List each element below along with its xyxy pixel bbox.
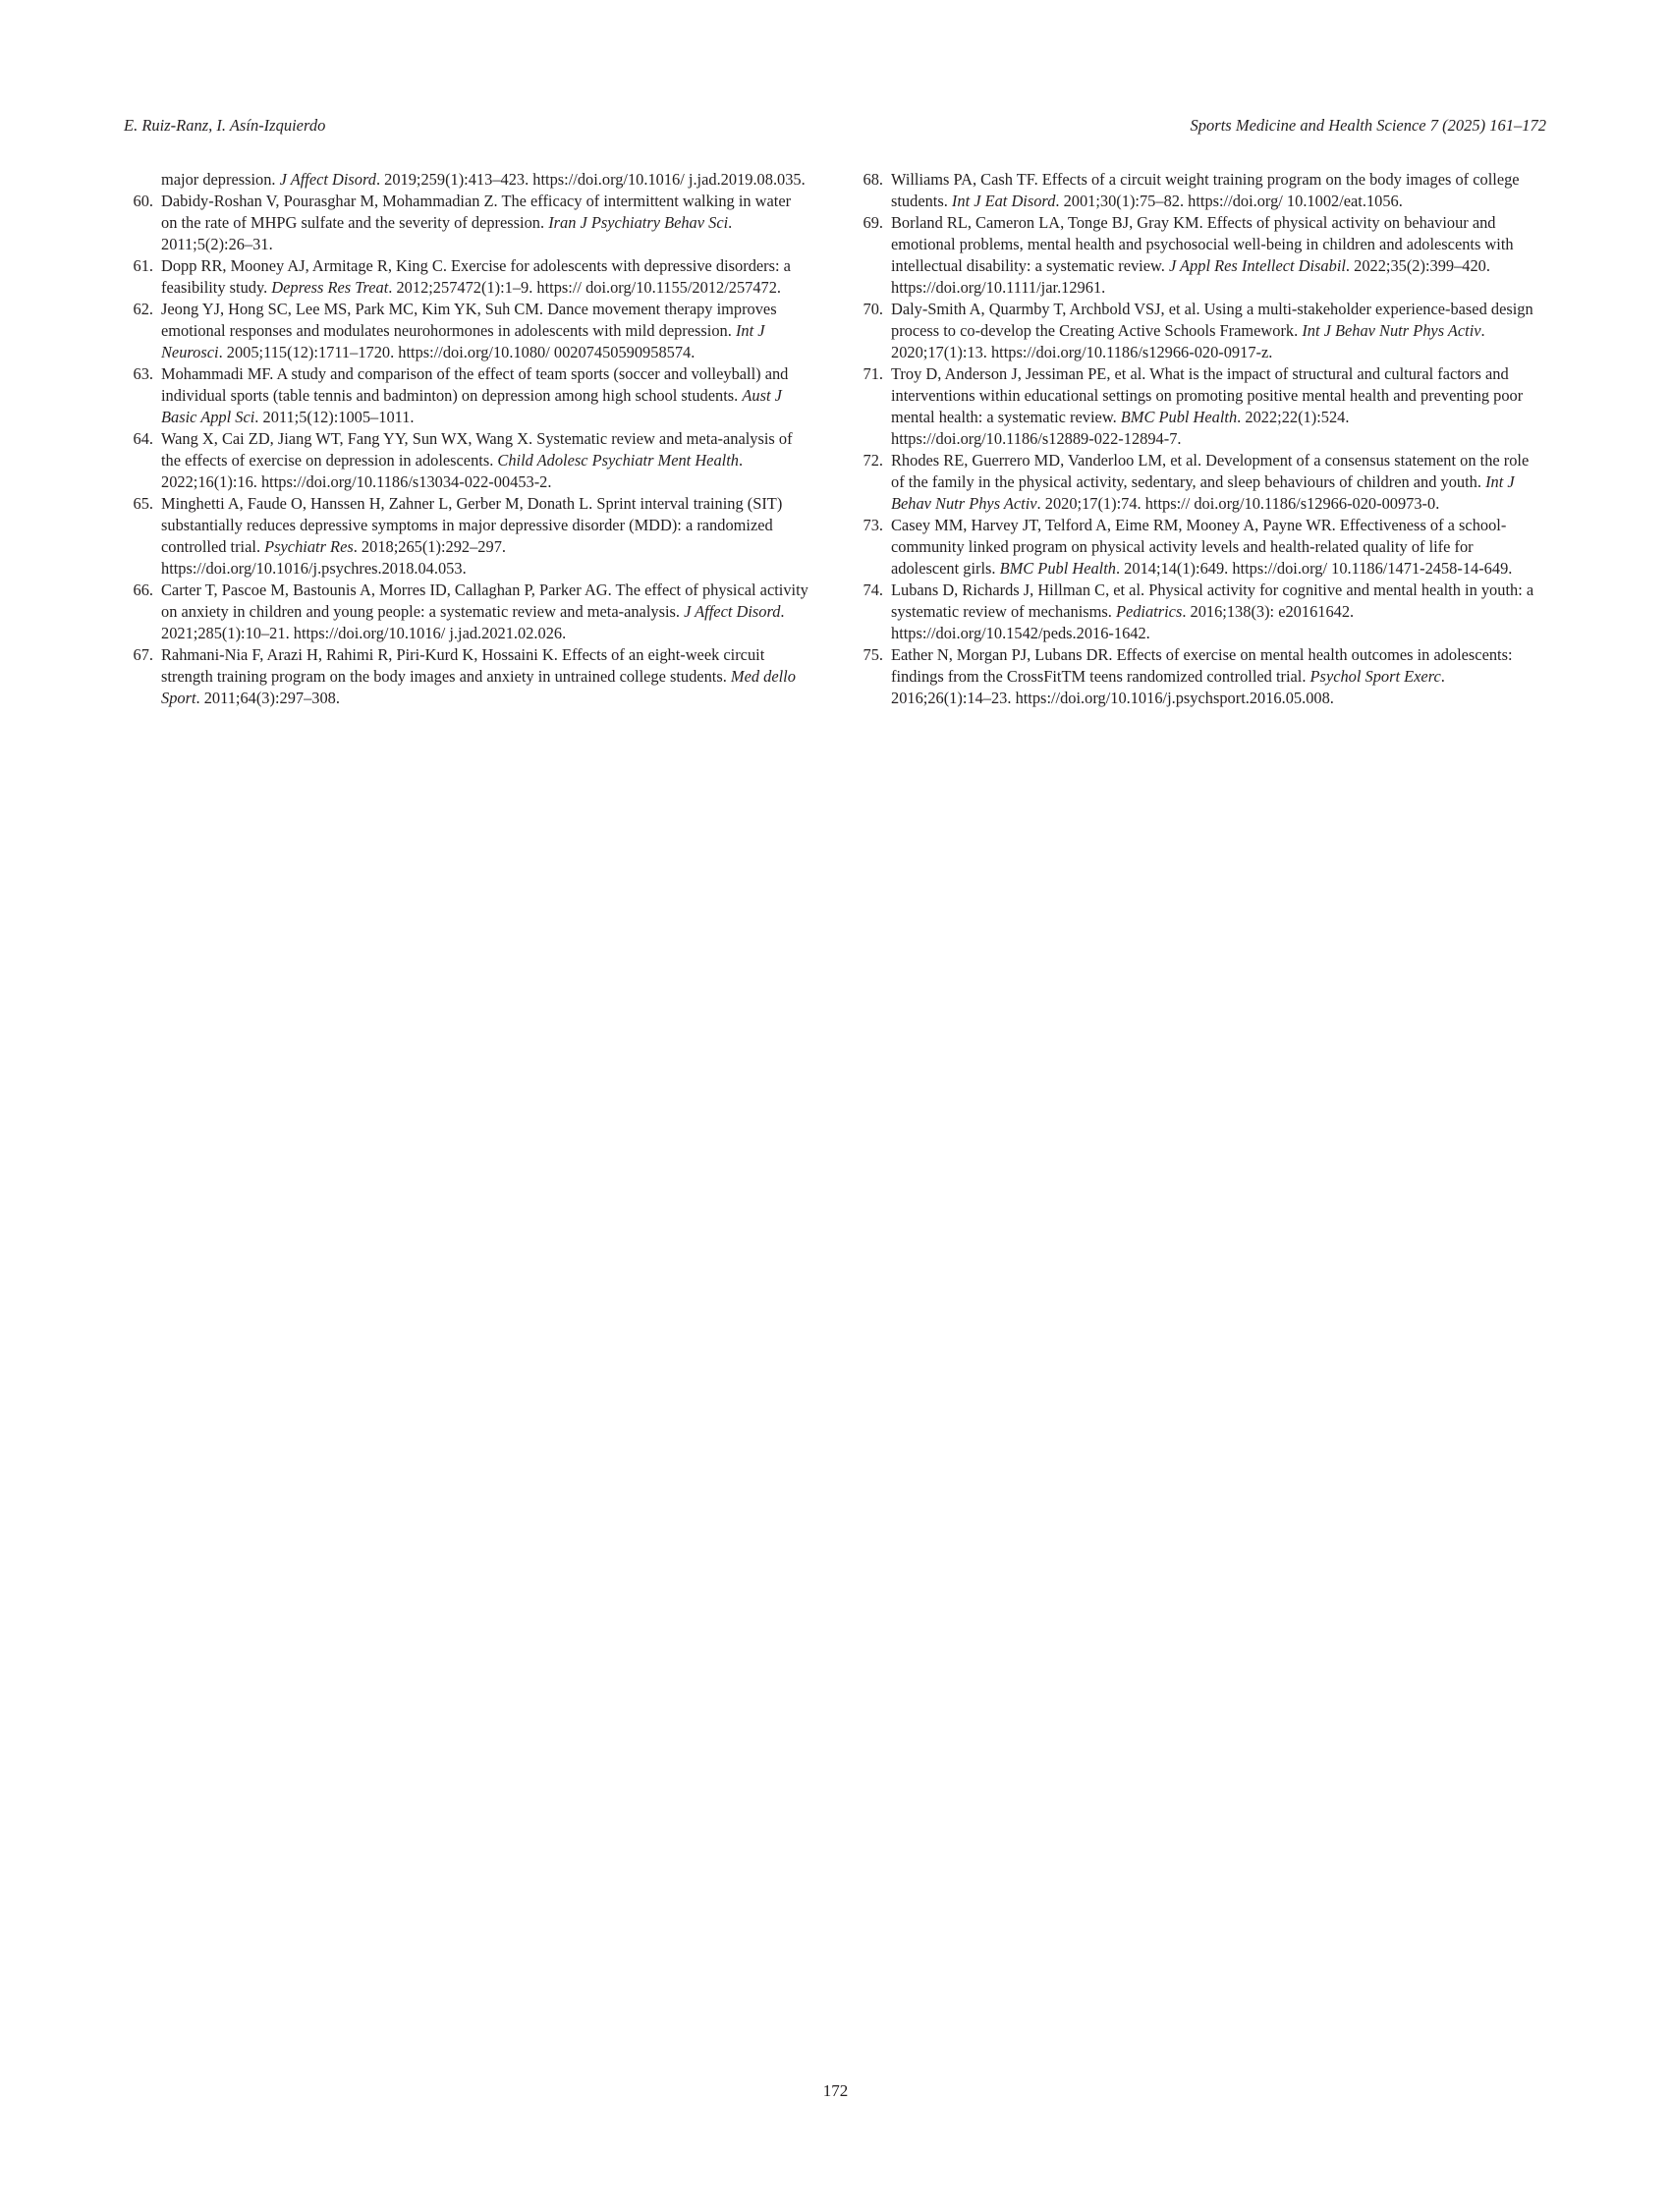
reference-citation: Minghetti A, Faude O, Hanssen H, Zahner L, Gerber M, Donath L. Sprint interval training (SIT) substantially reduces depressive symptoms in major depressive disorder (MDD): a randomized controlled trial. [161, 494, 783, 556]
reference-number: 67. [133, 645, 153, 664]
reference-item [124, 255, 809, 299]
reference-number: 72. [863, 451, 883, 470]
reference-text [891, 515, 1539, 580]
reference-text [891, 450, 1539, 515]
reference-text [161, 580, 809, 644]
reference-number: 71. [863, 364, 883, 383]
reference-text [891, 169, 1539, 212]
reference-number: 68. [863, 170, 883, 189]
reference-journal: J Affect Disord [684, 602, 781, 621]
reference-details: . 2018;265(1):292–297. https://doi.org/10.1016/j.psychres.2018.04.053. [161, 537, 506, 578]
reference-citation: Wang X, Cai ZD, Jiang WT, Fang YY, Sun WX, Wang X. Systematic review and meta-analysis of the effects of exercise on depression in adolescents. [161, 429, 793, 470]
reference-journal: Child Adolesc Psychiatr Ment Health [497, 451, 739, 470]
reference-citation: Rahmani-Nia F, Arazi H, Rahimi R, Piri-Kurd K, Hossaini K. Effects of an eight-week circuit strength training program on the body images and anxiety in untrained college students. [161, 645, 765, 686]
reference-journal: J Affect Disord [279, 170, 376, 189]
reference-details: . 2016;138(3): e20161642. https://doi.org/10.1542/peds.2016-1642. [891, 602, 1355, 642]
reference-details: . 2001;30(1):75–82. https://doi.org/ 10.1002/eat.1056. [1055, 192, 1403, 210]
reference-text [891, 212, 1539, 299]
reference-text [161, 493, 809, 580]
reference-journal: Psychiatr Res [264, 537, 354, 556]
reference-number: 63. [133, 364, 153, 383]
reference-details: . 2020;17(1):74. https:// doi.org/10.1186/s12966-020-00973-0. [1036, 494, 1440, 513]
reference-number: 69. [863, 213, 883, 232]
reference-citation: Jeong YJ, Hong SC, Lee MS, Park MC, Kim YK, Suh CM. Dance movement therapy improves emotional responses and modulates neurohormones in adolescents with mild depression. [161, 300, 777, 340]
reference-item [124, 363, 809, 428]
page-number: 172 [822, 2081, 849, 2100]
reference-number: 60. [133, 192, 153, 210]
references-left-column [124, 169, 809, 709]
reference-text [161, 428, 809, 493]
reference-text [161, 363, 809, 428]
reference-citation: Dopp RR, Mooney AJ, Armitage R, King C. Exercise for adolescents with depressive disorders: a feasibility study. [161, 256, 791, 297]
references-right-column [854, 169, 1539, 709]
reference-citation: Williams PA, Cash TF. Effects of a circuit weight training program on the body images of college students. [891, 170, 1520, 210]
reference-citation: Dabidy-Roshan V, Pourasghar M, Mohammadian Z. The efficacy of intermittent walking in water on the rate of MHPG sulfate and the severity of depression. [161, 192, 792, 232]
reference-details: . 2005;115(12):1711–1720. https://doi.org/10.1080/ 00207450590958574. [218, 343, 696, 361]
reference-journal: Med dello Sport [161, 667, 796, 707]
reference-item [854, 169, 1539, 212]
reference-details: . 2012;257472(1):1–9. https:// doi.org/10.1155/2012/257472. [388, 278, 782, 297]
reference-citation: Borland RL, Cameron LA, Tonge BJ, Gray KM. Effects of physical activity on behaviour and emotional problems, mental health and psychosocial well-being in children and adolescents with intellectual disability: a systematic review. [891, 213, 1514, 275]
running-head-journal: Sports Medicine and Health Science 7 (2025) 161–172 [1190, 116, 1546, 135]
reference-item [854, 580, 1539, 644]
reference-text [161, 191, 809, 255]
reference-journal: Aust J Basic Appl Sci [161, 386, 782, 426]
reference-citation: Troy D, Anderson J, Jessiman PE, et al. What is the impact of structural and cultural factors and interventions within educational settings on promoting positive mental health and preventing poor mental health: a systematic review. [891, 364, 1524, 426]
reference-citation: Mohammadi MF. A study and comparison of the effect of team sports (soccer and volleyball) and individual sports (table tennis and badminton) on depression among high school students. [161, 364, 789, 405]
reference-journal: Iran J Psychiatry Behav Sci [548, 213, 729, 232]
reference-citation: Lubans D, Richards J, Hillman C, et al. Physical activity for cognitive and mental health in youth: a systematic review of mechanisms. [891, 581, 1534, 621]
reference-text [161, 255, 809, 299]
reference-details: . 2022;16(1):16. https://doi.org/10.1186/s13034-022-00453-2. [161, 451, 744, 491]
reference-journal: Int J Behav Nutr Phys Activ [891, 472, 1515, 513]
reference-citation: Daly-Smith A, Quarmby T, Archbold VSJ, et al. Using a multi-stakeholder experience-based design process to co-develop the Creating Active Schools Framework. [891, 300, 1533, 340]
reference-number: 66. [133, 581, 153, 599]
reference-details: . 2014;14(1):649. https://doi.org/ 10.1186/1471-2458-14-649. [1115, 559, 1513, 578]
reference-number: 64. [133, 429, 153, 448]
reference-details: . 2019;259(1):413–423. https://doi.org/10.1016/ j.jad.2019.08.035. [375, 170, 806, 189]
reference-item [124, 169, 809, 191]
reference-details: . 2011;5(2):26–31. [161, 213, 733, 253]
reference-citation: Casey MM, Harvey JT, Telford A, Eime RM, Mooney A, Payne WR. Effectiveness of a school-community linked program on physical activity levels and health-related quality of life for adolescent girls. [891, 516, 1507, 578]
reference-number: 62. [133, 300, 153, 318]
reference-journal: Psychol Sport Exerc [1309, 667, 1441, 686]
reference-number: 73. [863, 516, 883, 534]
reference-item [854, 299, 1539, 363]
reference-text [891, 644, 1539, 709]
reference-item [124, 428, 809, 493]
reference-details: . 2011;5(12):1005–1011. [254, 408, 415, 426]
reference-text [891, 363, 1539, 450]
reference-number: 61. [133, 256, 153, 275]
reference-journal: Int J Behav Nutr Phys Activ [1302, 321, 1481, 340]
reference-item [854, 212, 1539, 299]
reference-details: . 2022;35(2):399–420. https://doi.org/10.1111/jar.12961. [891, 256, 1490, 297]
reference-number: 74. [863, 581, 883, 599]
reference-item [854, 515, 1539, 580]
reference-journal: Pediatrics [1115, 602, 1183, 621]
reference-item [854, 450, 1539, 515]
reference-number: 70. [863, 300, 883, 318]
running-head-authors: E. Ruiz-Ranz, I. Asín-Izquierdo [124, 116, 326, 135]
reference-item [854, 363, 1539, 450]
reference-text [161, 299, 809, 363]
reference-details: . 2022;22(1):524. https://doi.org/10.1186/s12889-022-12894-7. [891, 408, 1350, 448]
reference-journal: Depress Res Treat [271, 278, 389, 297]
reference-item [124, 493, 809, 580]
reference-citation: Eather N, Morgan PJ, Lubans DR. Effects of exercise on mental health outcomes in adolescents: findings from the CrossFitTM teens randomized controlled trial. [891, 645, 1513, 686]
reference-item [124, 644, 809, 709]
reference-details: . 2011;64(3):297–308. [195, 689, 340, 707]
reference-item [854, 644, 1539, 709]
reference-citation: Rhodes RE, Guerrero MD, Vanderloo LM, et al. Development of a consensus statement on the role of the family in the physical activity, sedentary, and sleep behaviours of children and youth. [891, 451, 1530, 491]
reference-journal: BMC Publ Health [999, 559, 1116, 578]
reference-text [891, 299, 1539, 363]
reference-journal: Int J Eat Disord [951, 192, 1056, 210]
reference-details: . 2016;26(1):14–23. https://doi.org/10.1016/j.psychsport.2016.05.008. [891, 667, 1445, 707]
reference-text [161, 169, 809, 191]
reference-number: 75. [863, 645, 883, 664]
reference-journal: BMC Publ Health [1120, 408, 1238, 426]
reference-journal: Int J Neurosci [161, 321, 765, 361]
reference-journal: J Appl Res Intellect Disabil [1168, 256, 1346, 275]
reference-number: 65. [133, 494, 153, 513]
reference-text [891, 580, 1539, 644]
reference-details: . 2021;285(1):10–21. https://doi.org/10.1016/ j.jad.2021.02.026. [161, 602, 785, 642]
reference-text [161, 644, 809, 709]
reference-details: . 2020;17(1):13. https://doi.org/10.1186/s12966-020-0917-z. [891, 321, 1485, 361]
reference-item [124, 191, 809, 255]
reference-citation: major depression. [161, 170, 280, 189]
reference-item [124, 299, 809, 363]
reference-item [124, 580, 809, 644]
reference-citation: Carter T, Pascoe M, Bastounis A, Morres ID, Callaghan P, Parker AG. The effect of physical activity on anxiety in children and young people: a systematic review and meta-analysis. [161, 581, 808, 621]
